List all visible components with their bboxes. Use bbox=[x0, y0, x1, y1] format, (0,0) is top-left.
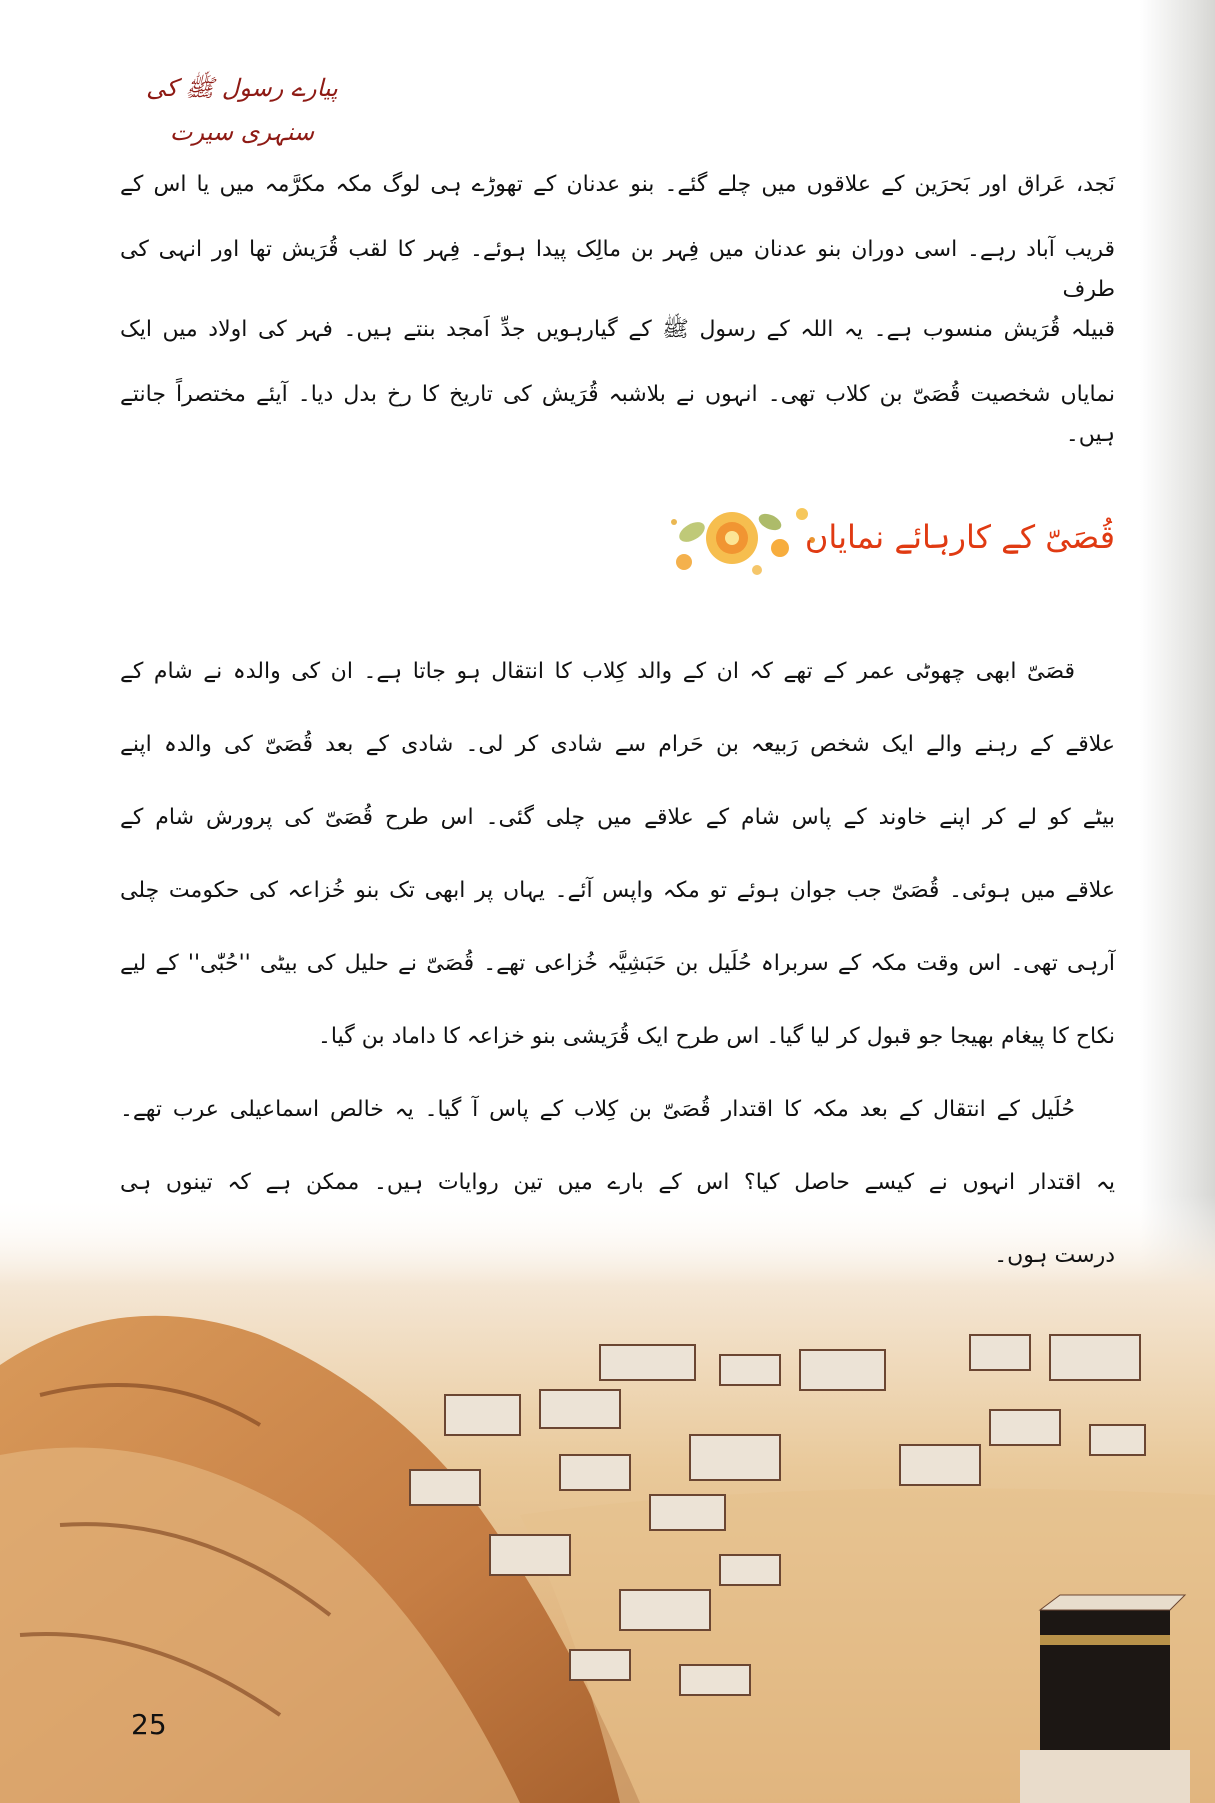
text-column bbox=[120, 165, 1115, 1309]
paragraph-2-line: بیٹے کو لے کر اپنے خاوند کے پاس شام کے علاقے میں چلی گئی۔ اس طرح قُصَیّ کی پرورش شام کے bbox=[120, 805, 1115, 830]
paragraph-1 bbox=[120, 165, 1115, 455]
paragraph-2-line: آرہی تھی۔ اس وقت مکہ کے سربراہ حُلَیل بن حَبَشِیَّہ خُزاعی تھے۔ قُصَیّ نے حلیل کی بیٹی ''حُبّٰی'' کے لیے bbox=[120, 951, 1115, 976]
paragraph-1-line: قبیلہ قُرَیش منسوب ہے۔ یہ اللہ کے رسول ﷺ کے گیارہویں جدِّ اَمجد بنتے ہیں۔ فہر کی اولاد میں ایک bbox=[120, 317, 1115, 342]
paragraph-3-line: یہ اقتدار انہوں نے کیسے حاصل کیا؟ اس کے بارے میں تین روایات ہیں۔ ممکن ہے کہ تینوں ہی bbox=[120, 1170, 1115, 1195]
page-number: 25 bbox=[131, 1708, 167, 1741]
running-header: پیارے رسول ﷺ کی سنہری سیرت bbox=[146, 74, 338, 146]
paragraph-2-line: علاقے کے رہنے والے ایک شخص رَبیعہ بن حَرام سے شادی کر لی۔ شادی کے بعد قُصَیّ کی والدہ اپنے bbox=[120, 732, 1115, 757]
paragraph-3-line: حُلَیل کے انتقال کے بعد مکہ کا اقتدار قُصَیّ بن کِلاب کے پاس آ گیا۔ یہ خالص اسماعیلی عرب تھے۔ bbox=[120, 1097, 1075, 1122]
paragraph-1-line: قریب آباد رہے۔ اسی دوران بنو عدنان میں فِہر بن مالِک پیدا ہوئے۔ فِہر کا لقب قُرَیش تھا اور انہی کی طرف bbox=[120, 237, 1115, 302]
paragraph-1-line: نَجد، عَراق اور بَحرَین کے علاقوں میں چلے گئے۔ بنو عدنان کے تھوڑے ہی لوگ مکہ مکرَّمہ میں یا اس کے bbox=[120, 172, 1115, 197]
paragraph-2-line: نکاح کا پیغام بھیجا جو قبول کر لیا گیا۔ اس طرح ایک قُرَیشی بنو خزاعہ کا داماد بن گیا۔ bbox=[318, 1024, 1115, 1049]
kaaba-icon bbox=[1020, 1595, 1190, 1803]
paragraph-2-line: قصَیّ ابھی چھوٹی عمر کے تھے کہ ان کے والد کِلاب کا انتقال ہو جاتا ہے۔ ان کی والدہ نے شام کے bbox=[120, 659, 1075, 684]
paragraph-3-line: درست ہوں۔ bbox=[994, 1243, 1115, 1268]
paragraph-2-line: علاقے میں ہوئی۔ قُصَیّ جب جوان ہوئے تو مکہ واپس آئے۔ یہاں پر ابھی تک بنو خُزاعہ کی حکومت چلی bbox=[120, 878, 1115, 903]
paragraph-3 bbox=[120, 1090, 1115, 1309]
section-heading-block bbox=[120, 492, 1115, 584]
paragraph-1-line: نمایاں شخصیت قُصَیّ بن کلاب تھی۔ انہوں نے بلاشبہ قُرَیش کی تاریخ کا رخ بدل دیا۔ آیئے مختصراً جانتے ہیں۔ bbox=[120, 382, 1115, 447]
section-heading: قُصَیّ کے کارہائے نمایاں bbox=[804, 518, 1115, 556]
paragraph-2 bbox=[120, 652, 1115, 1090]
